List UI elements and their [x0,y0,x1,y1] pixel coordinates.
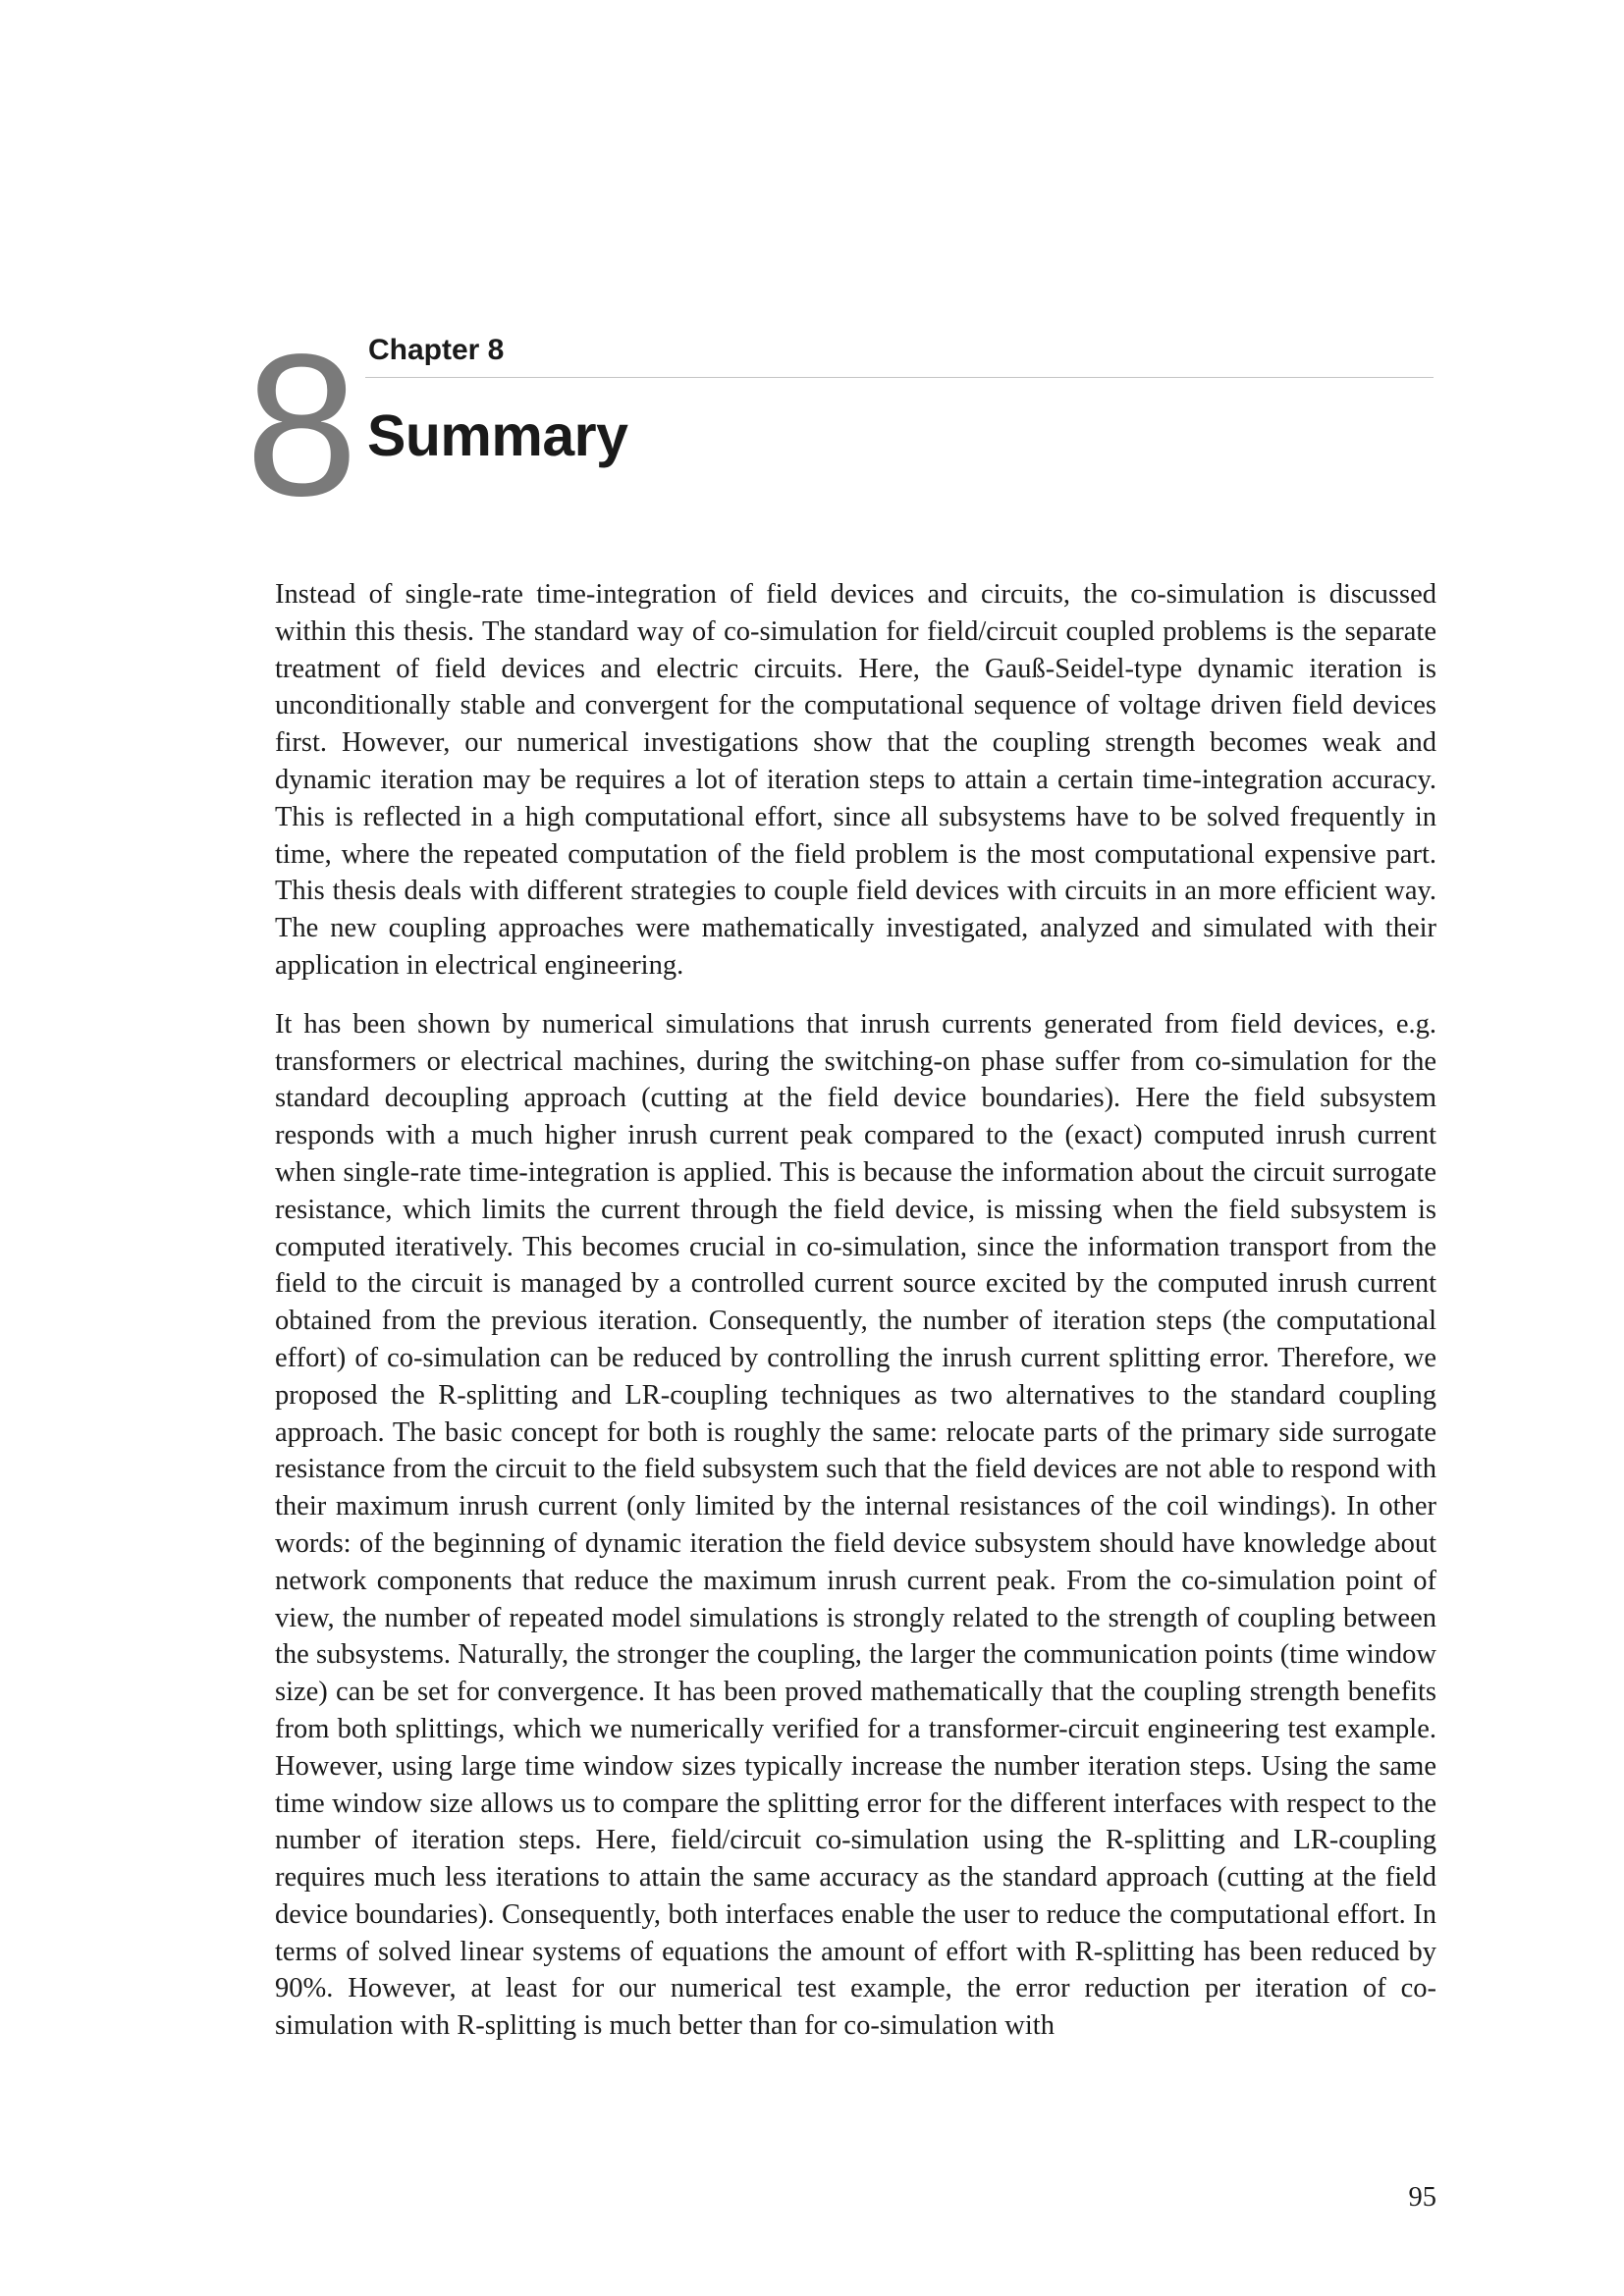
chapter-number: 8 [245,312,356,538]
page-number: 95 [1408,2182,1436,2213]
chapter-header [245,312,1434,538]
paragraph-1: Instead of single-rate time-integration of field devices and circuits, the co-simulation is discussed within this thesis. The standard way of co-simulation for field/circuit coupled problems is the separate treatment of field devices and electric circuits. Here, the Gauß-Seidel-type dynamic iteration is unconditionally stable and convergent for the computational sequence of voltage driven field devices first. However, our numerical investigations show that the coupling strength becomes weak and dynamic iteration may be requires a lot of iteration steps to attain a certain time-integration accuracy. This is reflected in a high computational effort, since all subsystems have to be solved frequently in time, where the repeated computation of the field problem is the most computational expensive part. This thesis deals with different strategies to couple field devices with circuits in an more efficient way. The new coupling approaches were mathematically investigated, analyzed and simulated with their application in electrical engineering. [275,579,1436,981]
paragraph-2: It has been shown by numerical simulations that inrush currents generated from field devices, e.g. transformers or electrical machines, during the switching-on phase suffer from co-simulation for the standard decoupling approach (cutting at the field device boundaries). Here the field subsystem responds with a much higher inrush current peak compared to the (exact) computed inrush current when single-rate time-integration is applied. This is because the information about the circuit surrogate resistance, which limits the current through the field device, is missing when the field subsystem is computed iteratively. This becomes crucial in co-simulation, since the information transport from the field to the circuit is managed by a controlled current source excited by the computed inrush current obtained from the previous iteration. Consequently, the number of iteration steps (the computational effort) of co-simulation can be reduced by controlling the inrush current splitting error. Therefore, we proposed the R-splitting and LR-coupling techniques as two alternatives to the standard coupling approach. The basic concept for both is roughly the same: relocate parts of the primary side surrogate resistance from the circuit to the field subsystem such that the field devices are not able to respond with their maximum inrush current (only limited by the internal resistances of the coil windings). In other words: of the beginning of dynamic iteration the field device subsystem should have knowledge about network components that reduce the maximum inrush current peak. From the co-simulation point of view, the number of repeated model simulations is strongly related to the strength of coupling between the subsystems. Naturally, the stronger the coupling, the larger the communication points (time window size) can be set for convergence. It has been proved mathematically that the coupling strength benefits from both splittings, which we numerically verified for a transformer-circuit engineering test example. However, using large time window sizes typically increase the number iteration steps. Using the same time window size allows us to compare the splitting error for the different interfaces with respect to the number of iteration steps. Here, field/circuit co-simulation using the R-splitting and LR-coupling requires much less iterations to attain the same accuracy as the standard approach (cutting at the field device boundaries). Consequently, both interfaces enable the user to reduce the computational effort. In terms of solved linear systems of equations the amount of effort with R-splitting has been reduced by 90%. However, at least for our numerical test example, the error reduction per iteration of co-simulation with R-splitting is much better than for co-simulation with [275,1008,1436,2042]
body-text [275,576,1436,2066]
chapter-rule [365,377,1434,378]
chapter-title: Summary [367,403,628,468]
chapter-label: Chapter 8 [368,334,505,366]
